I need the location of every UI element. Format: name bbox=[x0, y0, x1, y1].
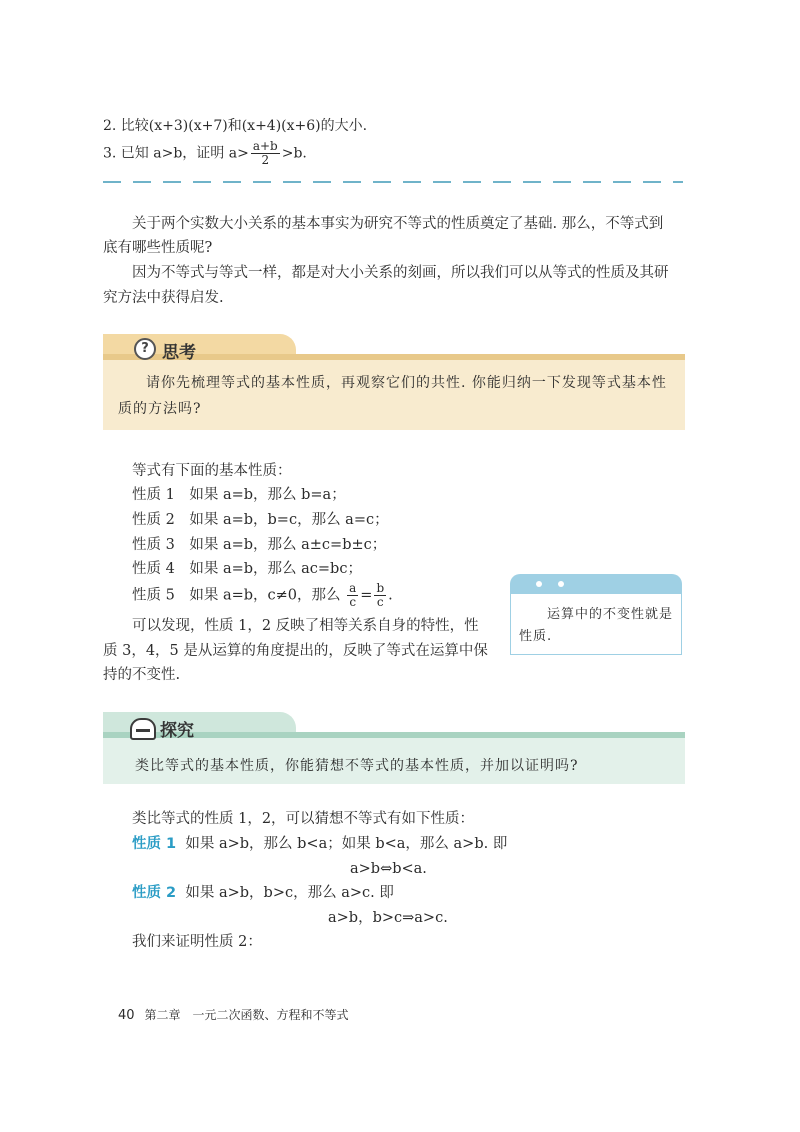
fraction-a-over-c bbox=[347, 582, 358, 609]
exercise-3-fraction bbox=[251, 140, 280, 167]
property-1-label: 性质 1 bbox=[132, 836, 177, 852]
fraction-numerator: a+b bbox=[252, 139, 278, 153]
side-note-header bbox=[510, 574, 682, 594]
exercise-3 bbox=[103, 140, 307, 167]
observation-line1: 可以发现，性质 1，2 反映了相等关系自身的特性，性 bbox=[132, 618, 479, 634]
intro-para2-line2: 究方法中获得启发. bbox=[103, 290, 224, 306]
think-title: 思考 bbox=[162, 343, 196, 363]
dashed-divider bbox=[103, 181, 683, 183]
side-note-text: 运算中的不变性就是性质. bbox=[519, 607, 674, 644]
fraction-denominator: c bbox=[376, 595, 384, 609]
proof-intro: 我们来证明性质 2： bbox=[132, 934, 262, 950]
intro-para2-line1: 因为不等式与等式一样，都是对大小关系的刻画，所以我们可以从等式的性质及其研 bbox=[132, 265, 669, 281]
equality-property-3: 性质 3 如果 a=b，那么 a±c=b±c； bbox=[132, 537, 387, 553]
side-note bbox=[510, 594, 682, 655]
explore-text: 类比等式的基本性质，你能猜想不等式的基本性质，并加以证明吗? bbox=[135, 758, 579, 774]
inequality-property-1 bbox=[132, 833, 507, 855]
fraction-numerator: a bbox=[349, 581, 357, 595]
page-footer bbox=[118, 1006, 349, 1023]
note-dot bbox=[536, 581, 542, 587]
fraction-denominator: c bbox=[349, 595, 357, 609]
property-2-label: 性质 2 bbox=[132, 885, 177, 901]
equality-property-5 bbox=[132, 582, 393, 609]
period: . bbox=[388, 587, 393, 604]
note-dot bbox=[558, 581, 564, 587]
property-1-text: 如果 a>b，那么 b<a；如果 b<a，那么 a>b. 即 bbox=[185, 836, 508, 852]
property-1-formula: a>b⇔b<a. bbox=[350, 861, 427, 877]
exercise-3-prefix: 3. 已知 a>b，证明 a> bbox=[103, 145, 249, 162]
equals-sign: = bbox=[360, 587, 373, 604]
chapter-title: 第二章 一元二次函数、方程和不等式 bbox=[144, 1008, 349, 1022]
fraction-numerator: b bbox=[376, 581, 385, 595]
explore-title: 探究 bbox=[160, 721, 194, 741]
inequality-property-2 bbox=[132, 882, 394, 904]
equality-property-4: 性质 4 如果 a=b，那么 ac=bc； bbox=[132, 561, 362, 577]
property-2-text: 如果 a>b，b>c，那么 a>c. 即 bbox=[185, 885, 394, 901]
equality-heading: 等式有下面的基本性质： bbox=[132, 463, 292, 479]
property-5-prefix: 性质 5 如果 a=b，c≠0，那么 bbox=[132, 587, 341, 604]
exercise-3-suffix: >b. bbox=[281, 145, 307, 162]
equality-property-1: 性质 1 如果 a=b，那么 b=a； bbox=[132, 487, 346, 503]
intro-para1-line2: 底有哪些性质呢? bbox=[103, 240, 213, 256]
equality-property-2: 性质 2 如果 a=b，b=c，那么 a=c； bbox=[132, 512, 389, 528]
intro-para1-line1: 关于两个实数大小关系的基本事实为研究不等式的性质奠定了基础. 那么，不等式到 bbox=[132, 216, 664, 232]
observation-line2: 质 3，4，5 是从运算的角度提出的，反映了等式在运算中保 bbox=[103, 643, 488, 659]
observation-line3: 持的不变性. bbox=[103, 667, 181, 683]
fraction-b-over-c bbox=[374, 582, 386, 609]
question-icon: ? bbox=[134, 338, 156, 360]
fraction-denominator: 2 bbox=[261, 153, 270, 167]
page-number: 40 bbox=[118, 1008, 135, 1023]
property-2-formula: a>b，b>c⇒a>c. bbox=[328, 910, 448, 926]
exercise-2: 2. 比较(x+3)(x+7)和(x+4)(x+6)的大小. bbox=[103, 118, 368, 134]
think-text: 请你先梳理等式的基本性质，再观察它们的共性. 你能归纳一下发现等式基本性质的方法吗? bbox=[118, 375, 667, 417]
explore-icon bbox=[130, 718, 156, 740]
inequality-intro: 类比等式的性质 1，2，可以猜想不等式有如下性质： bbox=[132, 811, 475, 827]
